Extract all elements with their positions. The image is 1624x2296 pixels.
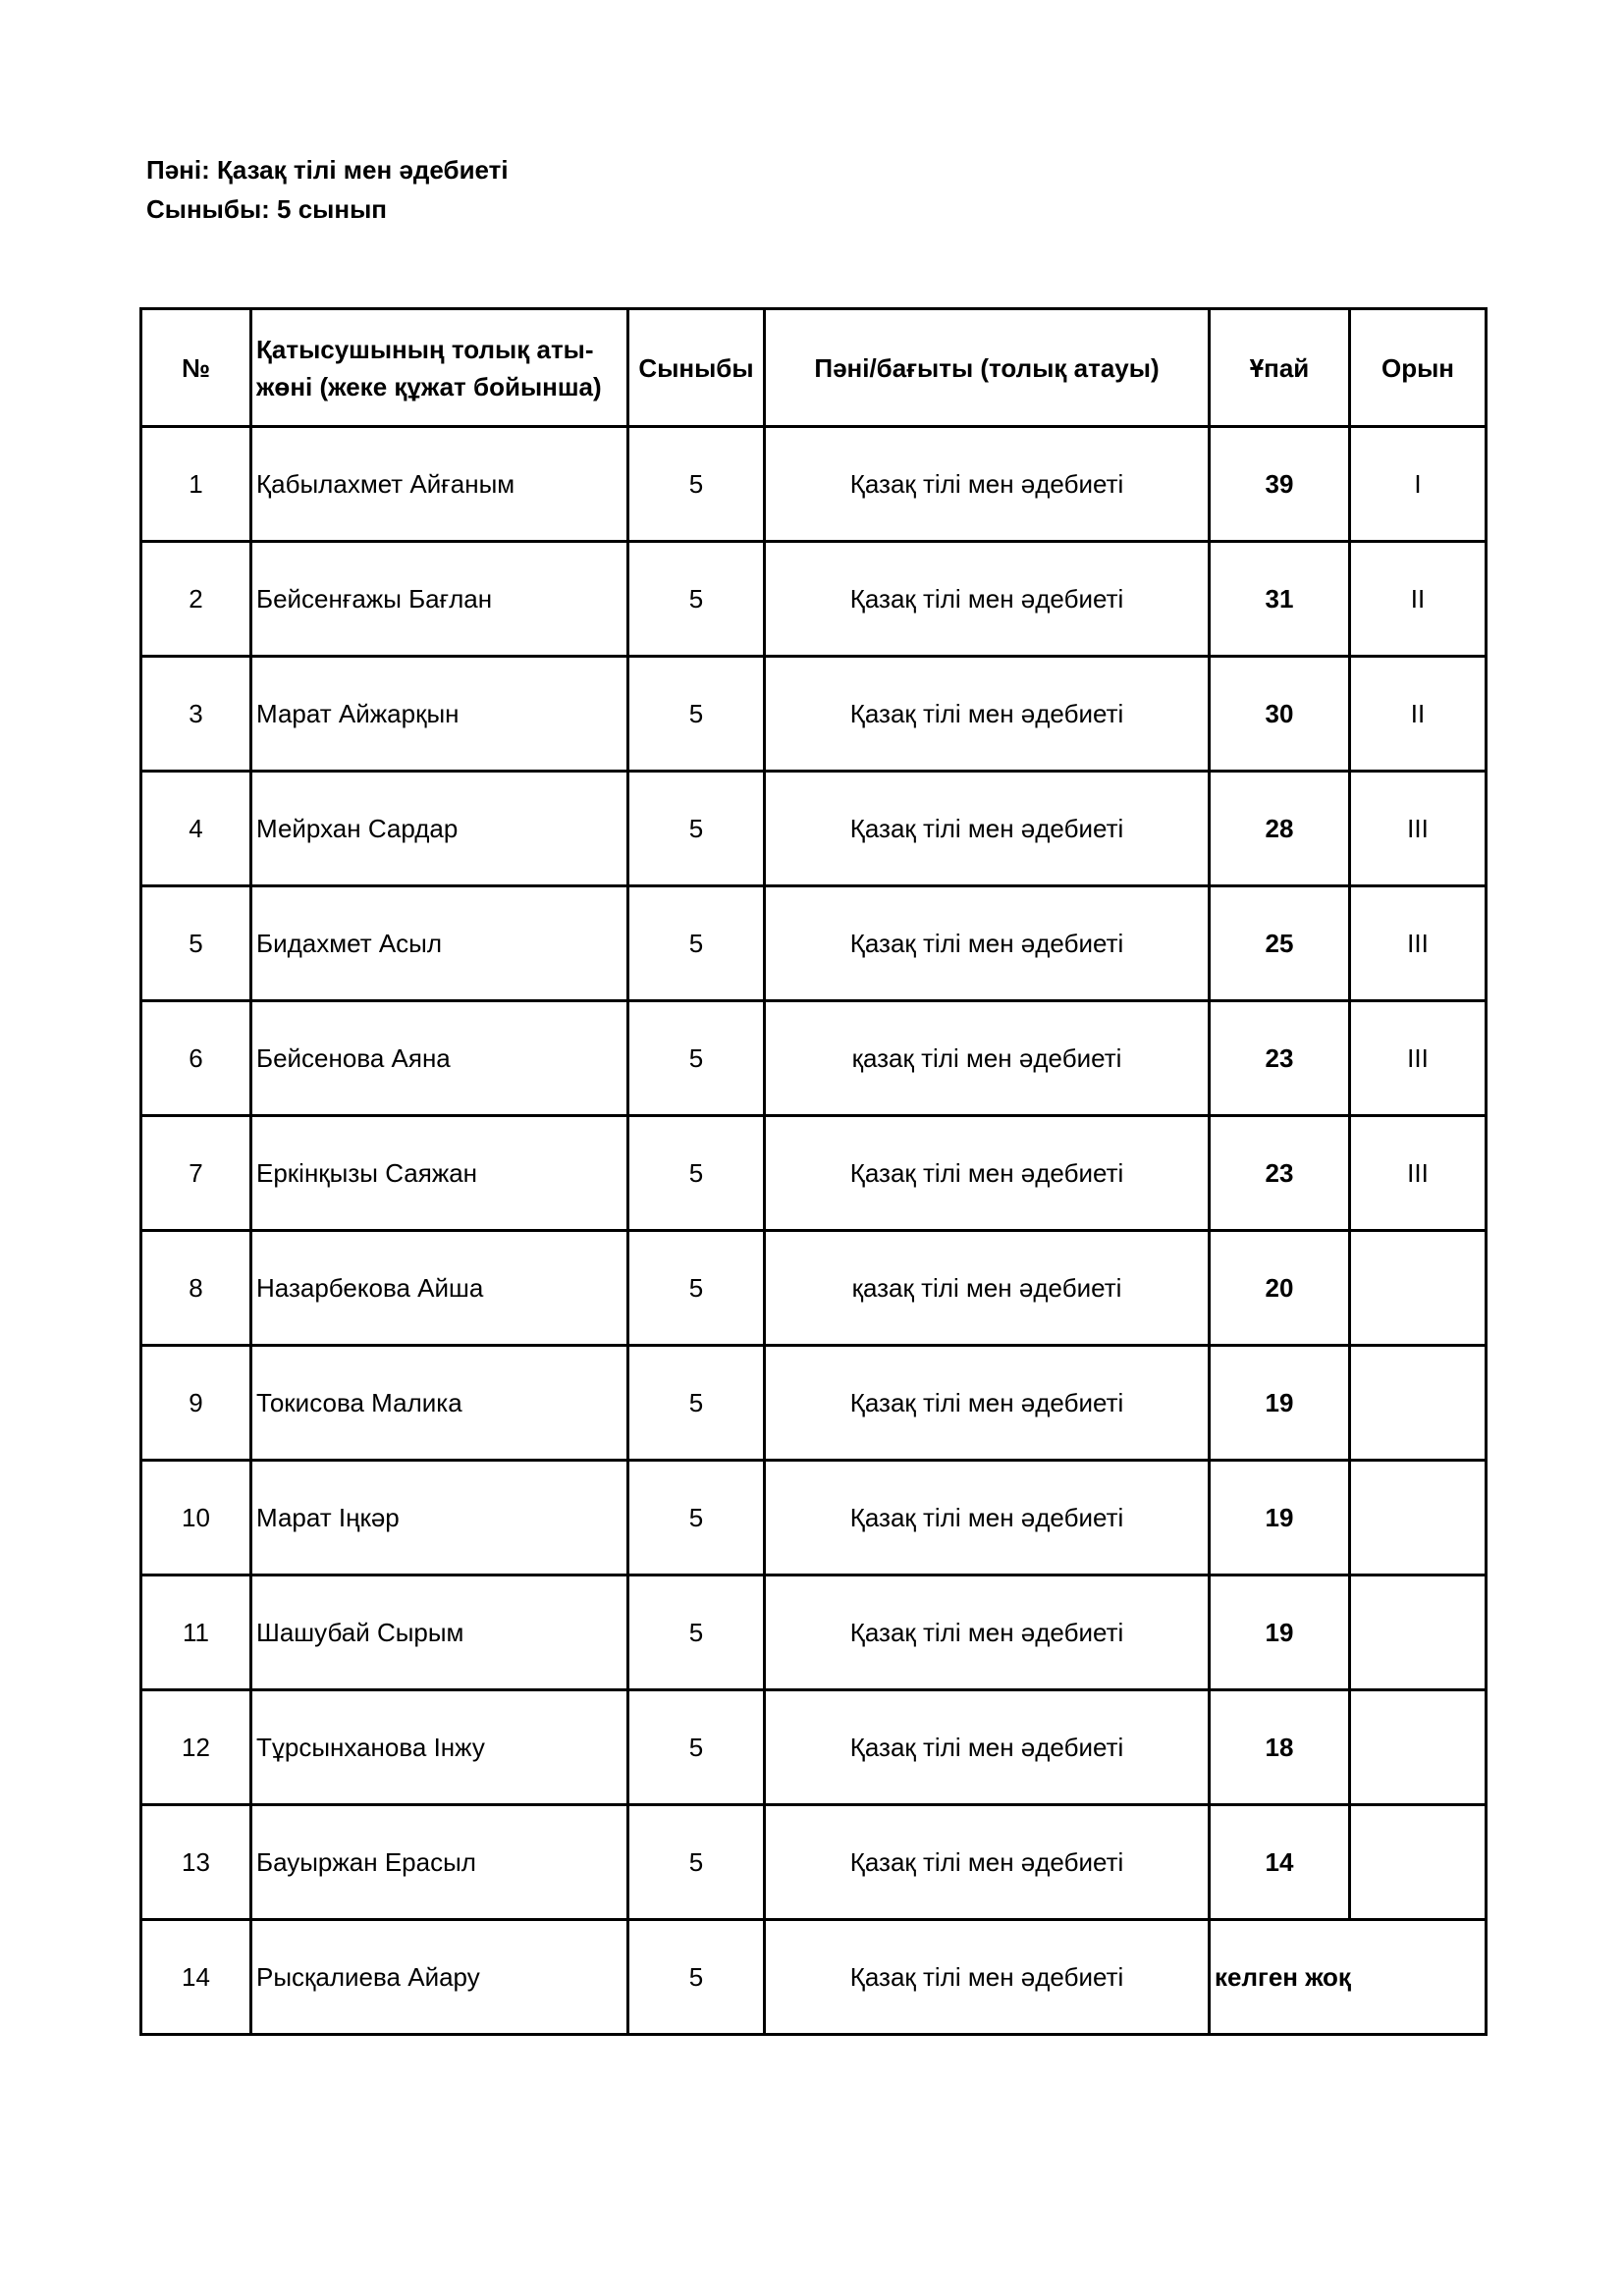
cell-subject: қазақ тілі мен әдебиеті — [765, 1231, 1210, 1346]
column-header-number: № — [141, 309, 251, 427]
cell-subject: Қазақ тілі мен әдебиеті — [765, 772, 1210, 886]
cell-name: Бидахмет Асыл — [251, 886, 628, 1001]
cell-name: Еркінқызы Саяжан — [251, 1116, 628, 1231]
cell-number: 1 — [141, 427, 251, 542]
column-header-score: Ұпай — [1210, 309, 1350, 427]
table-row — [141, 1690, 1487, 1805]
cell-subject: Қазақ тілі мен әдебиеті — [765, 1920, 1210, 2035]
cell-class: 5 — [628, 1461, 765, 1575]
table-row — [141, 1001, 1487, 1116]
cell-score: 39 — [1210, 427, 1350, 542]
cell-name: Шашубай Сырым — [251, 1575, 628, 1690]
column-header-place: Орын — [1350, 309, 1487, 427]
cell-class: 5 — [628, 886, 765, 1001]
cell-number: 2 — [141, 542, 251, 657]
cell-class: 5 — [628, 1805, 765, 1920]
cell-place: III — [1350, 1116, 1487, 1231]
cell-class: 5 — [628, 1001, 765, 1116]
cell-class: 5 — [628, 657, 765, 772]
cell-class: 5 — [628, 427, 765, 542]
cell-score: 19 — [1210, 1346, 1350, 1461]
cell-subject: Қазақ тілі мен әдебиеті — [765, 1346, 1210, 1461]
cell-class: 5 — [628, 1231, 765, 1346]
cell-class: 5 — [628, 1690, 765, 1805]
table-header-row — [141, 309, 1487, 427]
cell-place — [1350, 1805, 1487, 1920]
cell-number: 13 — [141, 1805, 251, 1920]
class-header: Сыныбы: 5 сынып — [146, 194, 387, 224]
cell-name: Тұрсынханова Інжу — [251, 1690, 628, 1805]
cell-name: Рысқалиева Айару — [251, 1920, 628, 2035]
cell-number: 7 — [141, 1116, 251, 1231]
cell-name: Токисова Малика — [251, 1346, 628, 1461]
table-row — [141, 1116, 1487, 1231]
table-row — [141, 657, 1487, 772]
cell-number: 14 — [141, 1920, 251, 2035]
cell-name: Бейсенғажы Бағлан — [251, 542, 628, 657]
column-header-name: Қатысушының толық аты-жөні (жеке құжат бойынша) — [251, 309, 628, 427]
cell-number: 8 — [141, 1231, 251, 1346]
subject-header: Пәні: Қазақ тілі мен әдебиеті — [146, 155, 509, 185]
cell-subject: Қазақ тілі мен әдебиеті — [765, 1805, 1210, 1920]
cell-number: 5 — [141, 886, 251, 1001]
cell-number: 11 — [141, 1575, 251, 1690]
cell-score: 14 — [1210, 1805, 1350, 1920]
cell-score: 23 — [1210, 1116, 1350, 1231]
cell-subject: Қазақ тілі мен әдебиеті — [765, 657, 1210, 772]
table-row — [141, 1346, 1487, 1461]
cell-name: Бейсенова Аяна — [251, 1001, 628, 1116]
cell-score: 18 — [1210, 1690, 1350, 1805]
cell-class: 5 — [628, 542, 765, 657]
cell-class: 5 — [628, 1116, 765, 1231]
table-row-absent — [141, 1920, 1487, 2035]
cell-number: 9 — [141, 1346, 251, 1461]
cell-subject: қазақ тілі мен әдебиеті — [765, 1001, 1210, 1116]
cell-name: Бауыржан Ерасыл — [251, 1805, 628, 1920]
cell-name: Назарбекова Айша — [251, 1231, 628, 1346]
column-header-subject: Пәні/бағыты (толық атауы) — [765, 309, 1210, 427]
cell-subject: Қазақ тілі мен әдебиеті — [765, 427, 1210, 542]
results-table — [139, 307, 1488, 2036]
cell-score: 19 — [1210, 1575, 1350, 1690]
cell-place: II — [1350, 657, 1487, 772]
cell-score: 23 — [1210, 1001, 1350, 1116]
cell-place: III — [1350, 772, 1487, 886]
cell-score: 28 — [1210, 772, 1350, 886]
cell-score: 31 — [1210, 542, 1350, 657]
cell-place: III — [1350, 1001, 1487, 1116]
table-row — [141, 1575, 1487, 1690]
cell-class: 5 — [628, 1575, 765, 1690]
cell-class: 5 — [628, 1346, 765, 1461]
cell-number: 10 — [141, 1461, 251, 1575]
cell-subject: Қазақ тілі мен әдебиеті — [765, 1575, 1210, 1690]
cell-score: 25 — [1210, 886, 1350, 1001]
cell-place: III — [1350, 886, 1487, 1001]
cell-score: 20 — [1210, 1231, 1350, 1346]
cell-subject: Қазақ тілі мен әдебиеті — [765, 542, 1210, 657]
cell-score: 30 — [1210, 657, 1350, 772]
cell-subject: Қазақ тілі мен әдебиеті — [765, 1461, 1210, 1575]
cell-absent-note: келген жоқ — [1210, 1920, 1487, 2035]
cell-class: 5 — [628, 772, 765, 886]
cell-place: II — [1350, 542, 1487, 657]
column-header-class: Сыныбы — [628, 309, 765, 427]
cell-place — [1350, 1231, 1487, 1346]
cell-place — [1350, 1346, 1487, 1461]
cell-place — [1350, 1575, 1487, 1690]
cell-subject: Қазақ тілі мен әдебиеті — [765, 1116, 1210, 1231]
cell-number: 3 — [141, 657, 251, 772]
cell-name: Марат Айжарқын — [251, 657, 628, 772]
cell-name: Марат Іңкәр — [251, 1461, 628, 1575]
cell-name: Мейрхан Сардар — [251, 772, 628, 886]
cell-place — [1350, 1690, 1487, 1805]
table-row — [141, 1805, 1487, 1920]
cell-score: 19 — [1210, 1461, 1350, 1575]
cell-place — [1350, 1461, 1487, 1575]
cell-number: 12 — [141, 1690, 251, 1805]
cell-name: Қабылахмет Айғаным — [251, 427, 628, 542]
table-row — [141, 1231, 1487, 1346]
cell-subject: Қазақ тілі мен әдебиеті — [765, 886, 1210, 1001]
table-row — [141, 427, 1487, 542]
cell-class: 5 — [628, 1920, 765, 2035]
table-row — [141, 1461, 1487, 1575]
table-row — [141, 542, 1487, 657]
cell-number: 4 — [141, 772, 251, 886]
table-row — [141, 772, 1487, 886]
table-row — [141, 886, 1487, 1001]
cell-number: 6 — [141, 1001, 251, 1116]
cell-subject: Қазақ тілі мен әдебиеті — [765, 1690, 1210, 1805]
cell-place: I — [1350, 427, 1487, 542]
